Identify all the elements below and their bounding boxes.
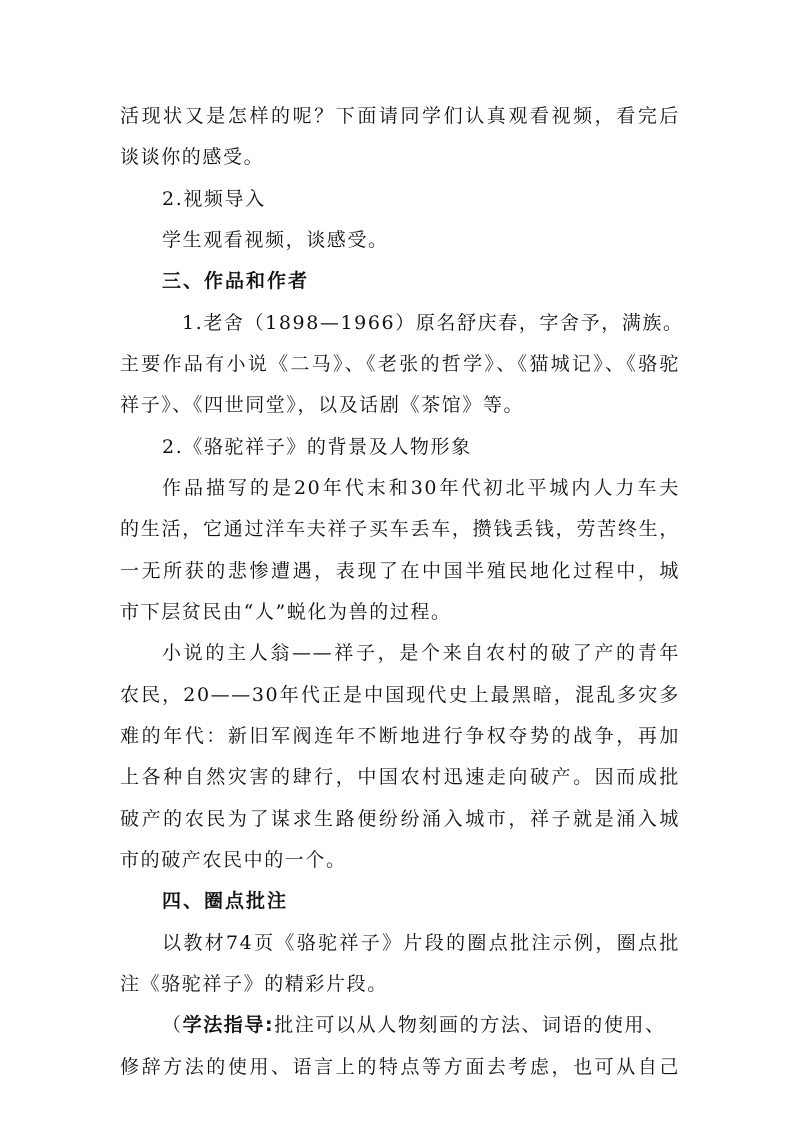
text-line: 谈谈你的感受。 (120, 146, 265, 168)
text-line: 市的破产农民中的一个。 (120, 849, 347, 871)
text-line: 主要作品有小说《二马》、《老张的哲学》、《猫城记》、《骆驼 (120, 353, 680, 375)
text-line: 1.老舍（1898—1966）原名舒庆春，字舍予，满族。 (182, 312, 684, 334)
method-guide-text: 批注可以从人物刻画的方法、词语的使用、 (274, 1014, 666, 1036)
text-line: 注《骆驼祥子》的精彩片段。 (120, 973, 388, 995)
subheading: 2.视频导入 (162, 188, 266, 210)
text-line: 一无所获的悲惨遭遇，表现了在中国半殖民地化过程中，城 (120, 560, 680, 582)
subheading: 2.《骆驼祥子》的背景及人物形象 (162, 436, 472, 458)
open-paren: （ (162, 1014, 183, 1036)
text-line: 学生观看视频，谈感受。 (162, 229, 389, 251)
text-line: 修辞方法的使用、语言上的特点等方面去考虑，也可从自己 (120, 1056, 680, 1078)
section-heading-3: 三、作品和作者 (162, 270, 310, 292)
section-heading-4: 四、圈点批注 (162, 890, 289, 912)
text-line: 难的年代：新旧军阀连年不断地进行争权夺势的战争，再加 (120, 725, 680, 747)
method-guide-label: 学法指导: (182, 1014, 275, 1036)
text-line: 作品描写的是20年代末和30年代初北平城内人力车夫 (162, 477, 680, 499)
text-line: 祥子》、《四世同堂》，以及话剧《茶馆》等。 (120, 394, 525, 416)
text-line: 破产的农民为了谋求生路便纷纷涌入城市，祥子就是涌入城 (120, 808, 680, 830)
text-line: 活现状又是怎样的呢？下面请同学们认真观看视频，看完后 (120, 105, 680, 127)
text-line: 的生活，它通过洋车夫祥子买车丢车，攒钱丢钱，劳苦终生， (120, 518, 680, 540)
text-line: 农民，20——30年代正是中国现代史上最黑暗，混乱多灾多 (120, 684, 680, 706)
text-line: 以教材74页《骆驼祥子》片段的圈点批注示例，圈点批 (162, 932, 680, 954)
text-line: 市下层贫民由“人”蜕化为兽的过程。 (120, 601, 452, 623)
method-guide-line (162, 1012, 680, 1038)
text-line: 上各种自然灾害的肆行，中国农村迅速走向破产。因而成批 (120, 766, 680, 788)
text-line: 小说的主人翁——祥子，是个来自农村的破了产的青年 (162, 642, 680, 664)
